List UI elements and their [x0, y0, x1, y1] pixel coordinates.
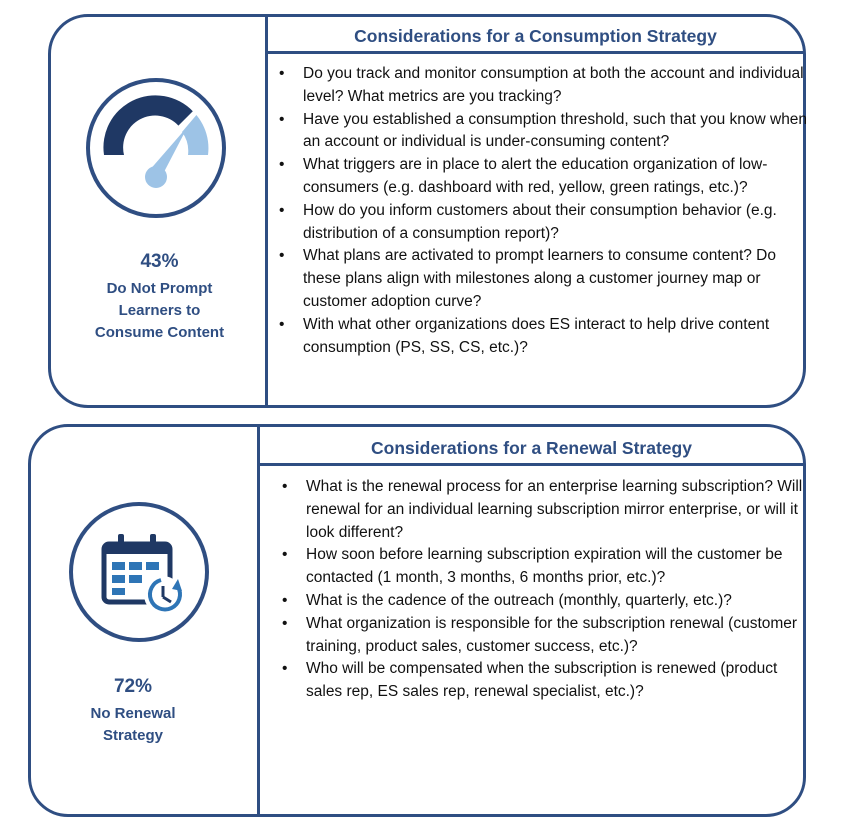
- card-divider-vertical: [257, 427, 260, 814]
- list-item: • What is the cadence of the outreach (monthly, quarterly, etc.)?: [306, 590, 806, 613]
- list-item: • Do you track and monitor consumption at both the account and individual level? What metrics are you tracking?: [303, 63, 813, 109]
- list-item: • How do you inform customers about their consumption behavior (e.g. distribution of a consumption report)?: [303, 200, 813, 246]
- renewal-stat-caption: No Renewal Strategy: [90, 705, 176, 744]
- list-item: • With what other organizations does ES interact to help drive content consumption (PS, SS, CS, etc.)?: [303, 314, 813, 360]
- calendar-clock-icon: [68, 501, 210, 643]
- consumption-stat-caption: Do Not Prompt Learners to Consume Content: [94, 280, 225, 341]
- renewal-question-list: [280, 476, 806, 704]
- consumption-card: [48, 14, 806, 408]
- list-item: • What triggers are in place to alert the education organization of low-consumers (e.g. dashboard with red, yellow, green ratings, etc.)?: [303, 154, 813, 200]
- consumption-stat-percent: 43%: [140, 251, 179, 272]
- renewal-stat: [59, 676, 207, 747]
- card-divider-horizontal: [257, 463, 803, 466]
- list-item: • What plans are activated to prompt learners to consume content? Do these plans align with milestones along a customer journey map or customer adoption curve?: [303, 245, 813, 313]
- renewal-card: [28, 424, 806, 817]
- consumption-question-list: [277, 63, 813, 359]
- list-item: • What organization is responsible for the subscription renewal (customer training, product sales, customer success, etc.)?: [306, 613, 806, 659]
- renewal-stat-percent: 72%: [113, 676, 153, 697]
- consumption-stat: [77, 251, 242, 344]
- list-item: • Have you established a consumption threshold, such that you know when an account or individual is under-consuming content?: [303, 109, 813, 155]
- gauge-icon: [85, 77, 227, 219]
- consumption-title: Considerations for a Consumption Strategy: [354, 26, 717, 46]
- list-item: • How soon before learning subscription expiration will the customer be contacted (1 month, 3 months, 6 months prior, etc.)?: [306, 544, 806, 590]
- card-divider-vertical: [265, 17, 268, 405]
- card-divider-horizontal: [265, 51, 803, 54]
- renewal-title: Considerations for a Renewal Strategy: [371, 438, 692, 458]
- list-item: • Who will be compensated when the subscription is renewed (product sales rep, ES sales rep, renewal specialist, etc.)?: [306, 658, 806, 704]
- list-item: • What is the renewal process for an enterprise learning subscription? Will renewal for an individual learning subscription mirror enterprise, or will it look different?: [306, 476, 806, 544]
